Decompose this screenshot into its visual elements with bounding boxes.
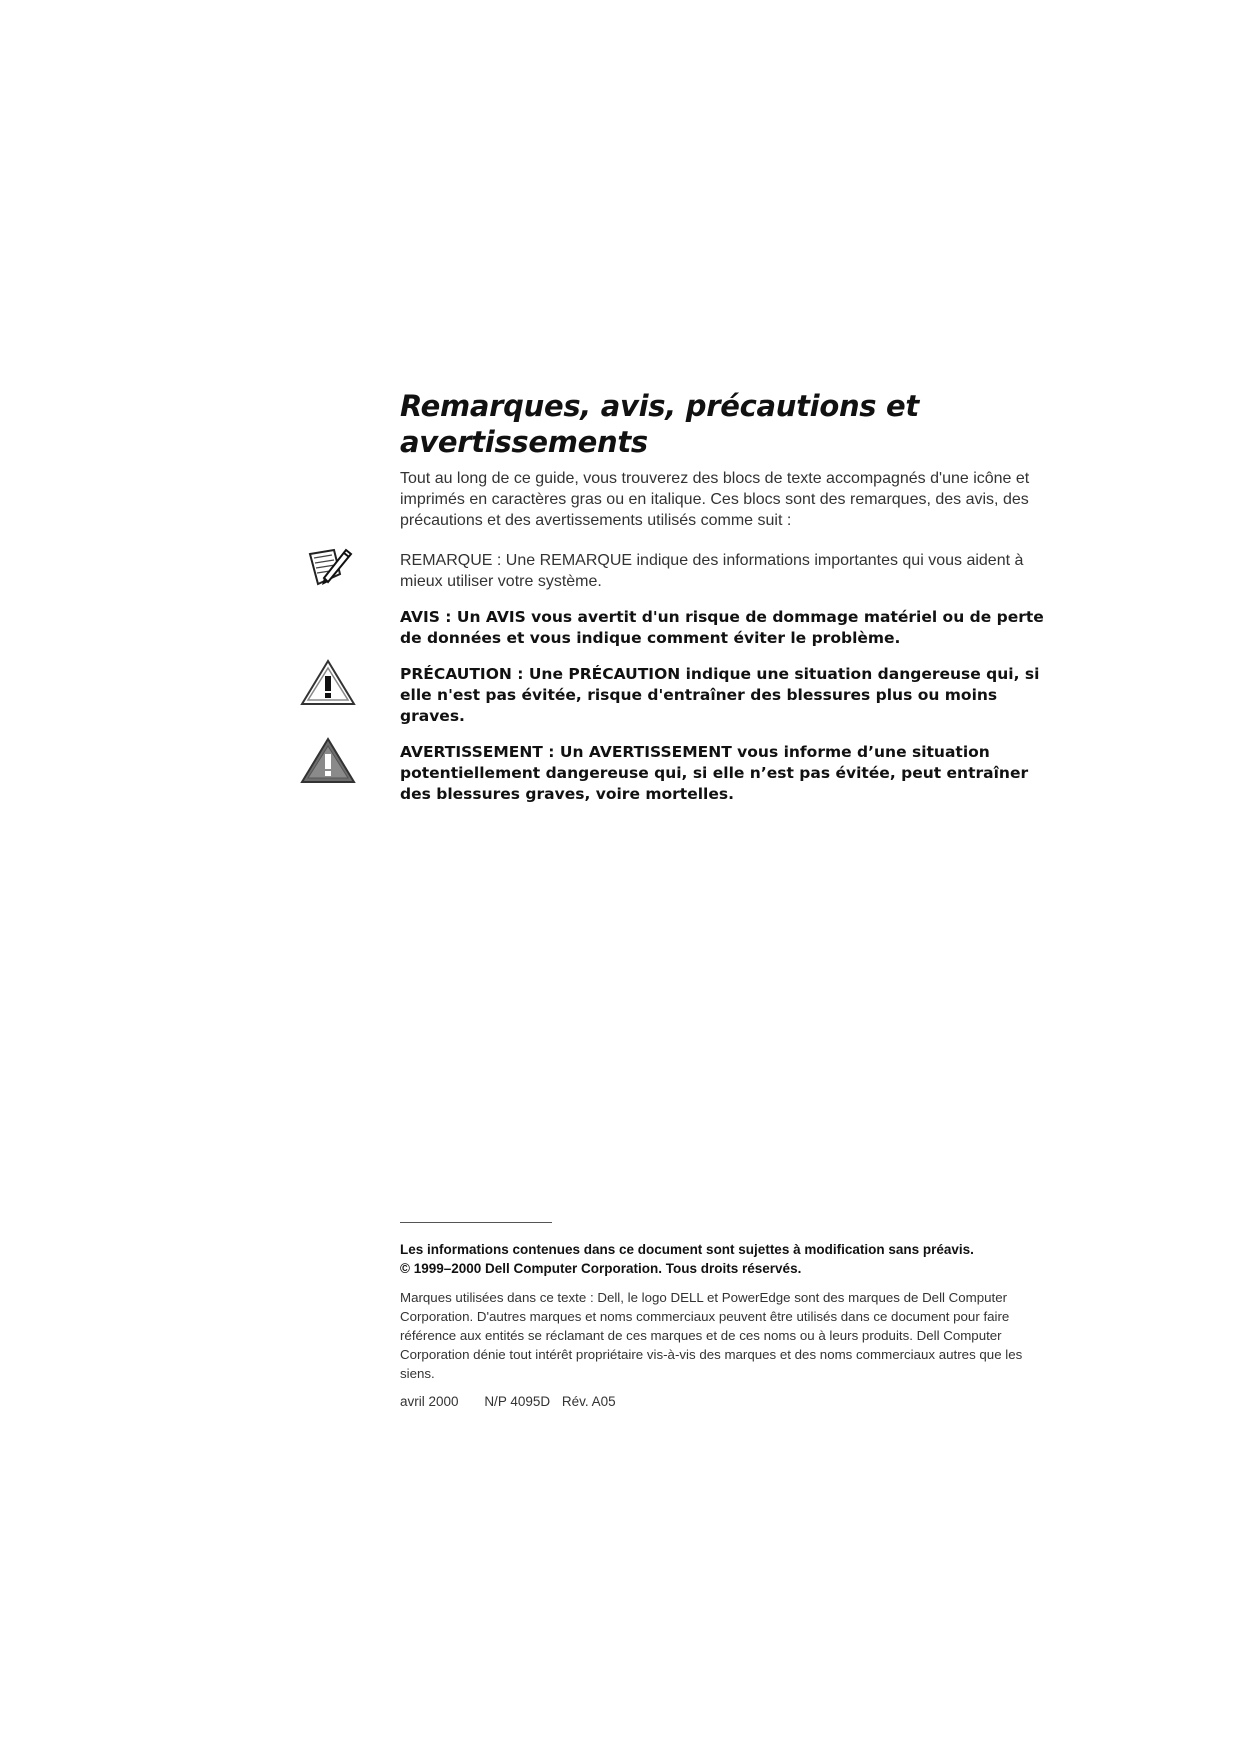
note-pencil-icon: [304, 544, 354, 592]
publication-date: avril 2000: [400, 1394, 459, 1409]
caution-triangle-icon: [300, 658, 356, 708]
notices-section: [400, 388, 1050, 805]
part-number: N/P 4095D: [484, 1394, 551, 1409]
footer-divider: [400, 1222, 552, 1223]
intro-paragraph: Tout au long de ce guide, vous trouverez des blocs de texte accompagnés d'une icône et imprimés en caractères gras ou en italique. Ces blocs sont des remarques, des avis, des précautions et des avertissements utilisés comme suit :: [400, 470, 1030, 529]
warning-triangle-icon: [300, 736, 356, 786]
copyright-line: © 1999–2000 Dell Computer Corporation. Tous droits réservés.: [400, 1261, 802, 1276]
note-block: [400, 550, 1050, 592]
revision: Rév. A05: [561, 1394, 616, 1409]
note-text: REMARQUE : Une REMARQUE indique des informations importantes qui vous aident à mieux utiliser votre système.: [400, 552, 1024, 590]
legal-notice: [400, 1240, 1050, 1278]
trademarks-paragraph: Marques utilisées dans ce texte : Dell, le logo DELL et PowerEdge sont des marques de Dell Computer Corporation. D'autres marques et noms commerciaux peuvent être utilisés dans ce document pour faire référence aux entités se réclamant de ces marques et de ces noms ou à leurs produits. Dell Computer Corporation dénie tout intérêt propriétaire vis-à-vis des marques et des noms commerciaux autres que les siens.: [400, 1290, 1023, 1381]
caution-block: [400, 664, 1050, 727]
notice-text: AVIS : Un AVIS vous avertit d'un risque de dommage matériel ou de perte de données et vous indique comment éviter le problème.: [400, 608, 1044, 647]
section-title: Remarques, avis, précautions et avertissements: [400, 389, 919, 459]
document-info: [400, 1392, 1050, 1411]
legal-footer: [400, 1222, 1050, 1411]
warning-block: [400, 742, 1050, 805]
legal-line-modification: Les informations contenues dans ce document sont sujettes à modification sans préavis.: [400, 1242, 974, 1257]
notice-block: [400, 607, 1050, 649]
caution-text: PRÉCAUTION : Une PRÉCAUTION indique une situation dangereuse qui, si elle n'est pas évitée, risque d'entraîner des blessures plus ou moins graves.: [400, 665, 1040, 725]
warning-text: AVERTISSEMENT : Un AVERTISSEMENT vous informe d’une situation potentiellement dangereuse qui, si elle n’est pas évitée, peut entraîner des blessures graves, voire mortelles.: [400, 743, 1029, 803]
